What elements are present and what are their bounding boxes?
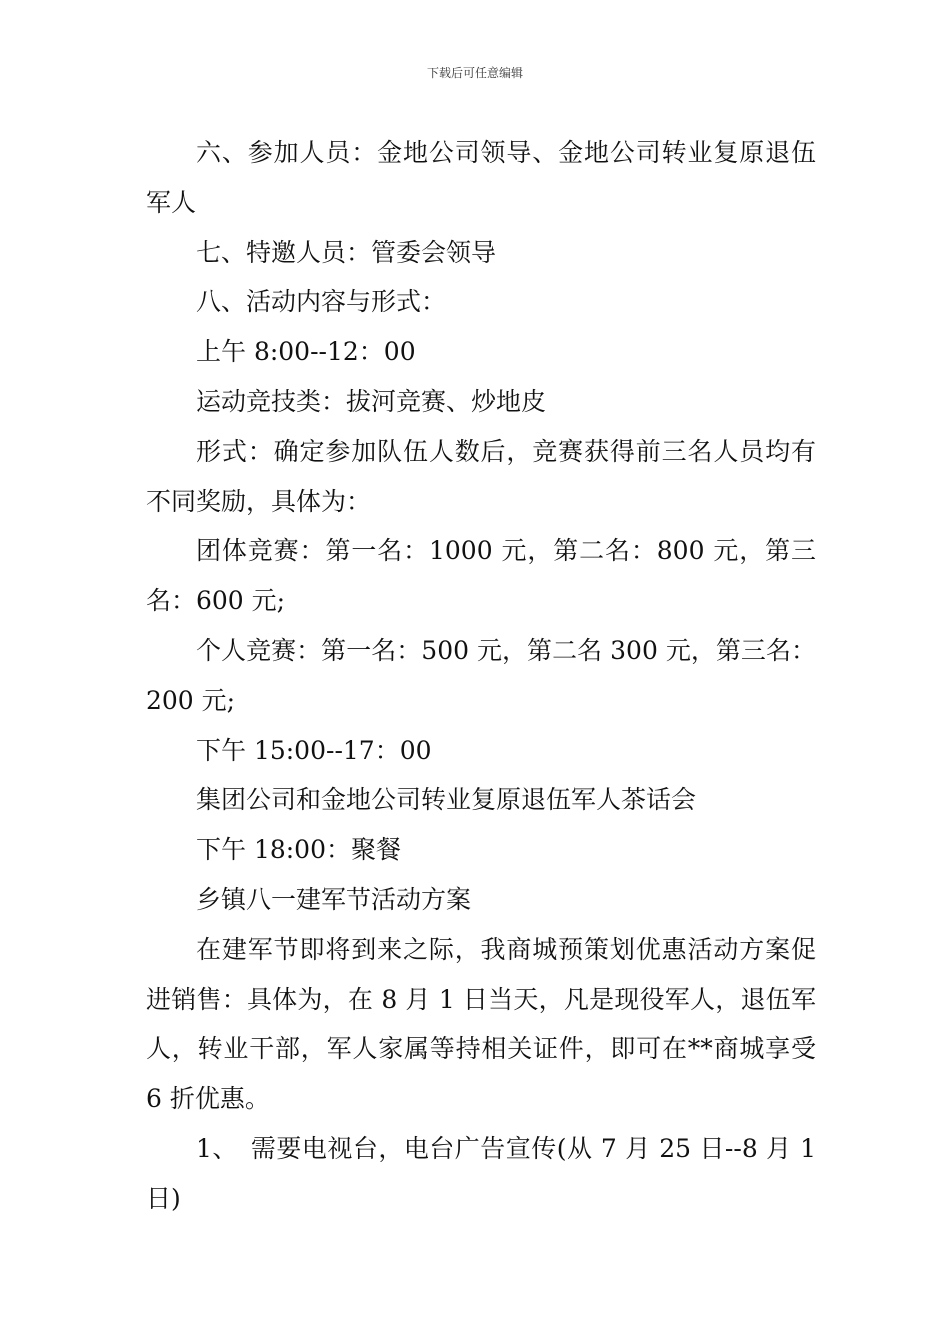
paragraph-invited-guests: 七、特邀人员：管委会领导 xyxy=(196,237,497,267)
page-header: 下载后可任意编辑 xyxy=(426,66,523,80)
paragraph-tea-party: 集团公司和金地公司转业复原退伍军人茶话会 xyxy=(196,785,697,815)
paragraph-advertising: 1、 需要电视台，电台广告宣传(从 7 月 25 日--8 月 1 日) xyxy=(146,1133,816,1213)
paragraph-dinner: 下午 18:00：聚餐 xyxy=(196,835,401,865)
paragraph-activity-heading: 八、活动内容与形式： xyxy=(196,287,447,317)
paragraph-promotion: 在建军节即将到来之际，我商城预策划优惠活动方案促进销售：具体为，在 8 月 1 日当天，凡是现役军人，退伍军人，转业干部，军人家属等持相关证件，即可在**商城享受 6 折优惠。 xyxy=(146,934,816,1114)
paragraph-morning-time: 上午 8:00--12：00 xyxy=(196,337,416,367)
paragraph-afternoon-time: 下午 15:00--17：00 xyxy=(196,735,432,765)
paragraph-plan-title: 乡镇八一建军节活动方案 xyxy=(196,884,472,914)
paragraph-format: 形式：确定参加队伍人数后，竞赛获得前三名人员均有不同奖励，具体为： xyxy=(146,436,816,516)
paragraph-sports-events: 运动竞技类：拔河竞赛、炒地皮 xyxy=(196,386,547,416)
paragraph-individual-prizes: 个人竞赛：第一名：500 元，第二名 300 元，第三名：200 元; xyxy=(146,635,816,715)
document-body xyxy=(146,128,816,1224)
paragraph-participants: 六、参加人员：金地公司领导、金地公司转业复原退伍军人 xyxy=(146,138,816,217)
paragraph-team-prizes: 团体竞赛：第一名：1000 元，第二名：800 元，第三名：600 元; xyxy=(146,536,816,616)
